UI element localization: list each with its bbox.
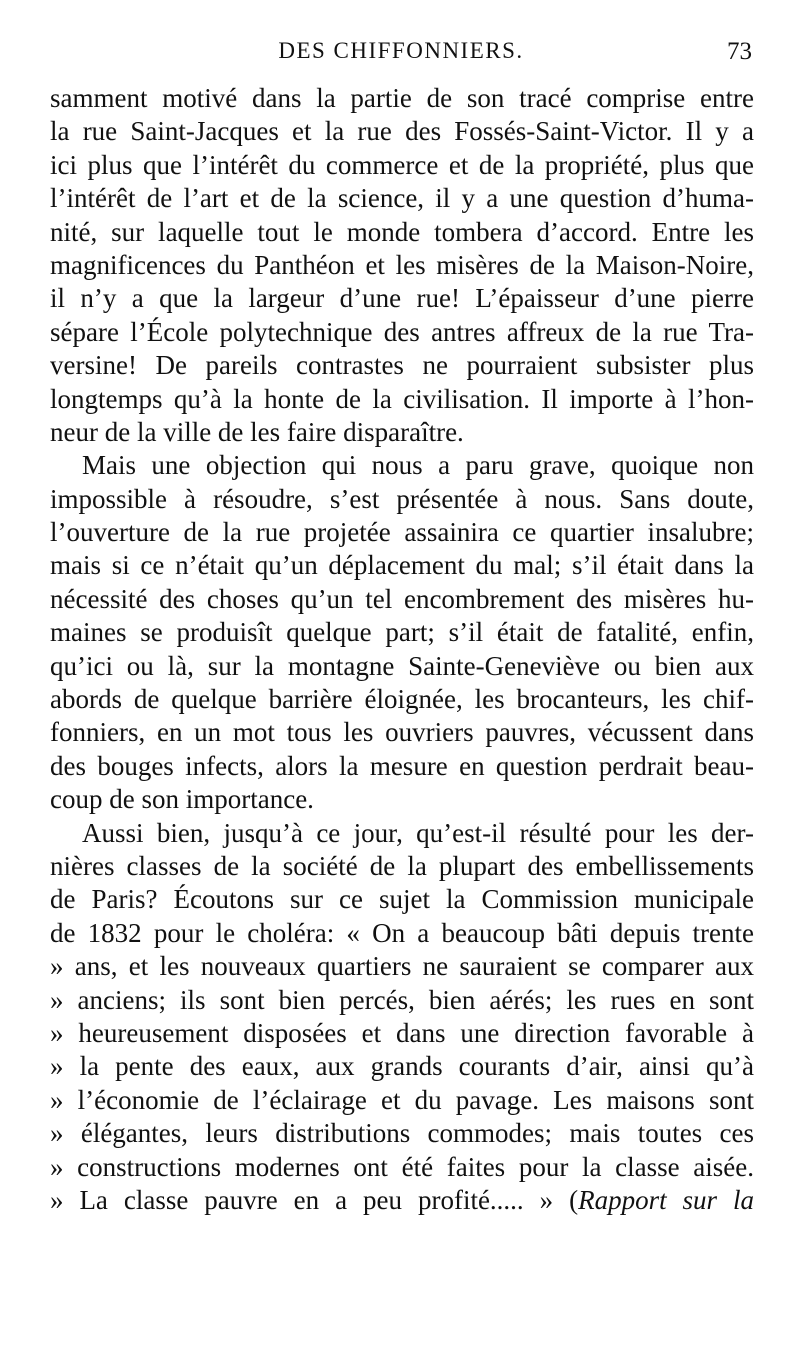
text-line: [50, 182, 754, 215]
text-line: [50, 683, 754, 716]
text-line-content: des bouges infects, alors la mesure en question perdrait beau-: [50, 750, 754, 781]
text-line-content: impossible à résoudre, s’est présentée à nous. Sans doute,: [50, 483, 754, 514]
text-line: [50, 115, 754, 148]
text-line-content: Aussi bien, jusqu’à ce jour, qu’est-il résulté pour les der-: [82, 817, 754, 848]
text-line: [50, 583, 754, 616]
text-line-content: abords de quelque barrière éloignée, les brocanteurs, les chif-: [50, 684, 754, 715]
text-line-content: » anciens; ils sont bien percés, bien aérés; les rues en sont: [50, 984, 754, 1015]
text-line: [50, 1017, 754, 1050]
text-line-content: ici plus que l’intérêt du commerce et de la propriété, plus que: [50, 149, 754, 180]
running-head: DES CHIFFONNIERS.: [278, 38, 524, 63]
text-line-content: Mais une objection qui nous a paru grave, quoique non: [82, 450, 754, 481]
text-line: [50, 249, 754, 282]
text-line-content: nières classes de la société de la plupart des embellissements: [50, 850, 754, 881]
text-line: [50, 549, 754, 582]
text-line-content: coup de son importance.: [50, 784, 314, 815]
text-line-content: fonniers, en un mot tous les ouvriers pauvres, vécussent dans: [50, 717, 754, 748]
text-line: [50, 282, 754, 315]
text-line: [50, 383, 754, 416]
page-header: [50, 38, 752, 78]
text-line-content: » la pente des eaux, aux grands courants d’air, ainsi qu’à: [50, 1051, 754, 1082]
text-line-content: il n’y a que la largeur d’une rue! L’épaisseur d’une pierre: [50, 283, 754, 314]
text-line-content: qu’ici ou là, sur la montagne Sainte-Geneviève ou bien aux: [50, 650, 754, 681]
text-line-content: » élégantes, leurs distributions commodes; mais toutes ces: [50, 1118, 754, 1149]
text-line-content: sépare l’École polytechnique des antres affreux de la rue Tra-: [50, 316, 754, 347]
text-line-content: » l’économie de l’éclairage et du pavage. Les maisons sont: [50, 1084, 754, 1115]
text-line: [50, 950, 754, 983]
text-line: [50, 917, 754, 950]
text-line: [50, 216, 754, 249]
text-line: [50, 1117, 754, 1150]
text-line: [50, 1084, 754, 1117]
text-line-content: versine! De pareils contrastes ne pourraient subsister plus: [50, 350, 754, 381]
text-line: [50, 716, 754, 749]
text-line-content: » heureusement disposées et dans une direction favorable à: [50, 1017, 754, 1048]
text-line: [50, 1184, 754, 1217]
text-line-content: » ans, et les nouveaux quartiers ne sauraient se comparer aux: [50, 951, 754, 982]
text-line-content: maines se produisît quelque part; s’il était de fatalité, enfin,: [50, 617, 754, 648]
text-line: [50, 650, 754, 683]
text-line-content: de Paris? Écoutons sur ce sujet la Commission municipale: [50, 884, 754, 915]
text-line: [50, 1151, 754, 1184]
text-line-content: nécessité des choses qu’un tel encombrement des misères hu-: [50, 583, 754, 614]
text-line: [50, 449, 754, 482]
text-line-content: » constructions modernes ont été faites pour la classe aisée.: [50, 1151, 754, 1182]
text-line: [50, 616, 754, 649]
text-line: [50, 1050, 754, 1083]
text-line: [50, 984, 754, 1017]
text-line-content: samment motivé dans la partie de son tracé comprise entre: [50, 83, 754, 113]
text-line-content: mais si ce n’était qu’un déplacement du mal; s’il était dans la: [50, 550, 754, 581]
text-line: [50, 416, 754, 449]
text-line: [50, 316, 754, 349]
text-line-content: longtemps qu’à la honte de la civilisation. Il importe à l’hon-: [50, 383, 754, 414]
text-line-content: » La classe pauvre en a peu profité..... » (: [50, 1184, 579, 1215]
italic-citation: Rapport sur la: [578, 1184, 754, 1215]
text-line: [50, 82, 754, 115]
body-text: [50, 82, 754, 1217]
text-line: [50, 516, 754, 549]
text-line: [50, 349, 754, 382]
text-line: [50, 850, 754, 883]
text-line-content: la rue Saint-Jacques et la rue des Fossés-Saint-Victor. Il y a: [50, 116, 754, 147]
text-line: [50, 883, 754, 916]
text-line-content: neur de la ville de les faire disparaître.: [50, 416, 464, 447]
text-line: [50, 817, 754, 850]
text-line-content: nité, sur laquelle tout le monde tombera d’accord. Entre les: [50, 216, 754, 247]
text-line: [50, 783, 754, 816]
text-line-content: l’ouverture de la rue projetée assainira ce quartier insalubre;: [50, 517, 754, 548]
text-line-content: magnificences du Panthéon et les misères de la Maison-Noire,: [50, 249, 754, 280]
text-line: [50, 149, 754, 182]
text-line: [50, 483, 754, 516]
page-number: 73: [727, 38, 752, 65]
text-line-content: de 1832 pour le choléra: « On a beaucoup bâti depuis trente: [50, 917, 754, 948]
text-line-content: l’intérêt de l’art et de la science, il y a une question d’huma-: [50, 183, 754, 214]
text-line: [50, 750, 754, 783]
